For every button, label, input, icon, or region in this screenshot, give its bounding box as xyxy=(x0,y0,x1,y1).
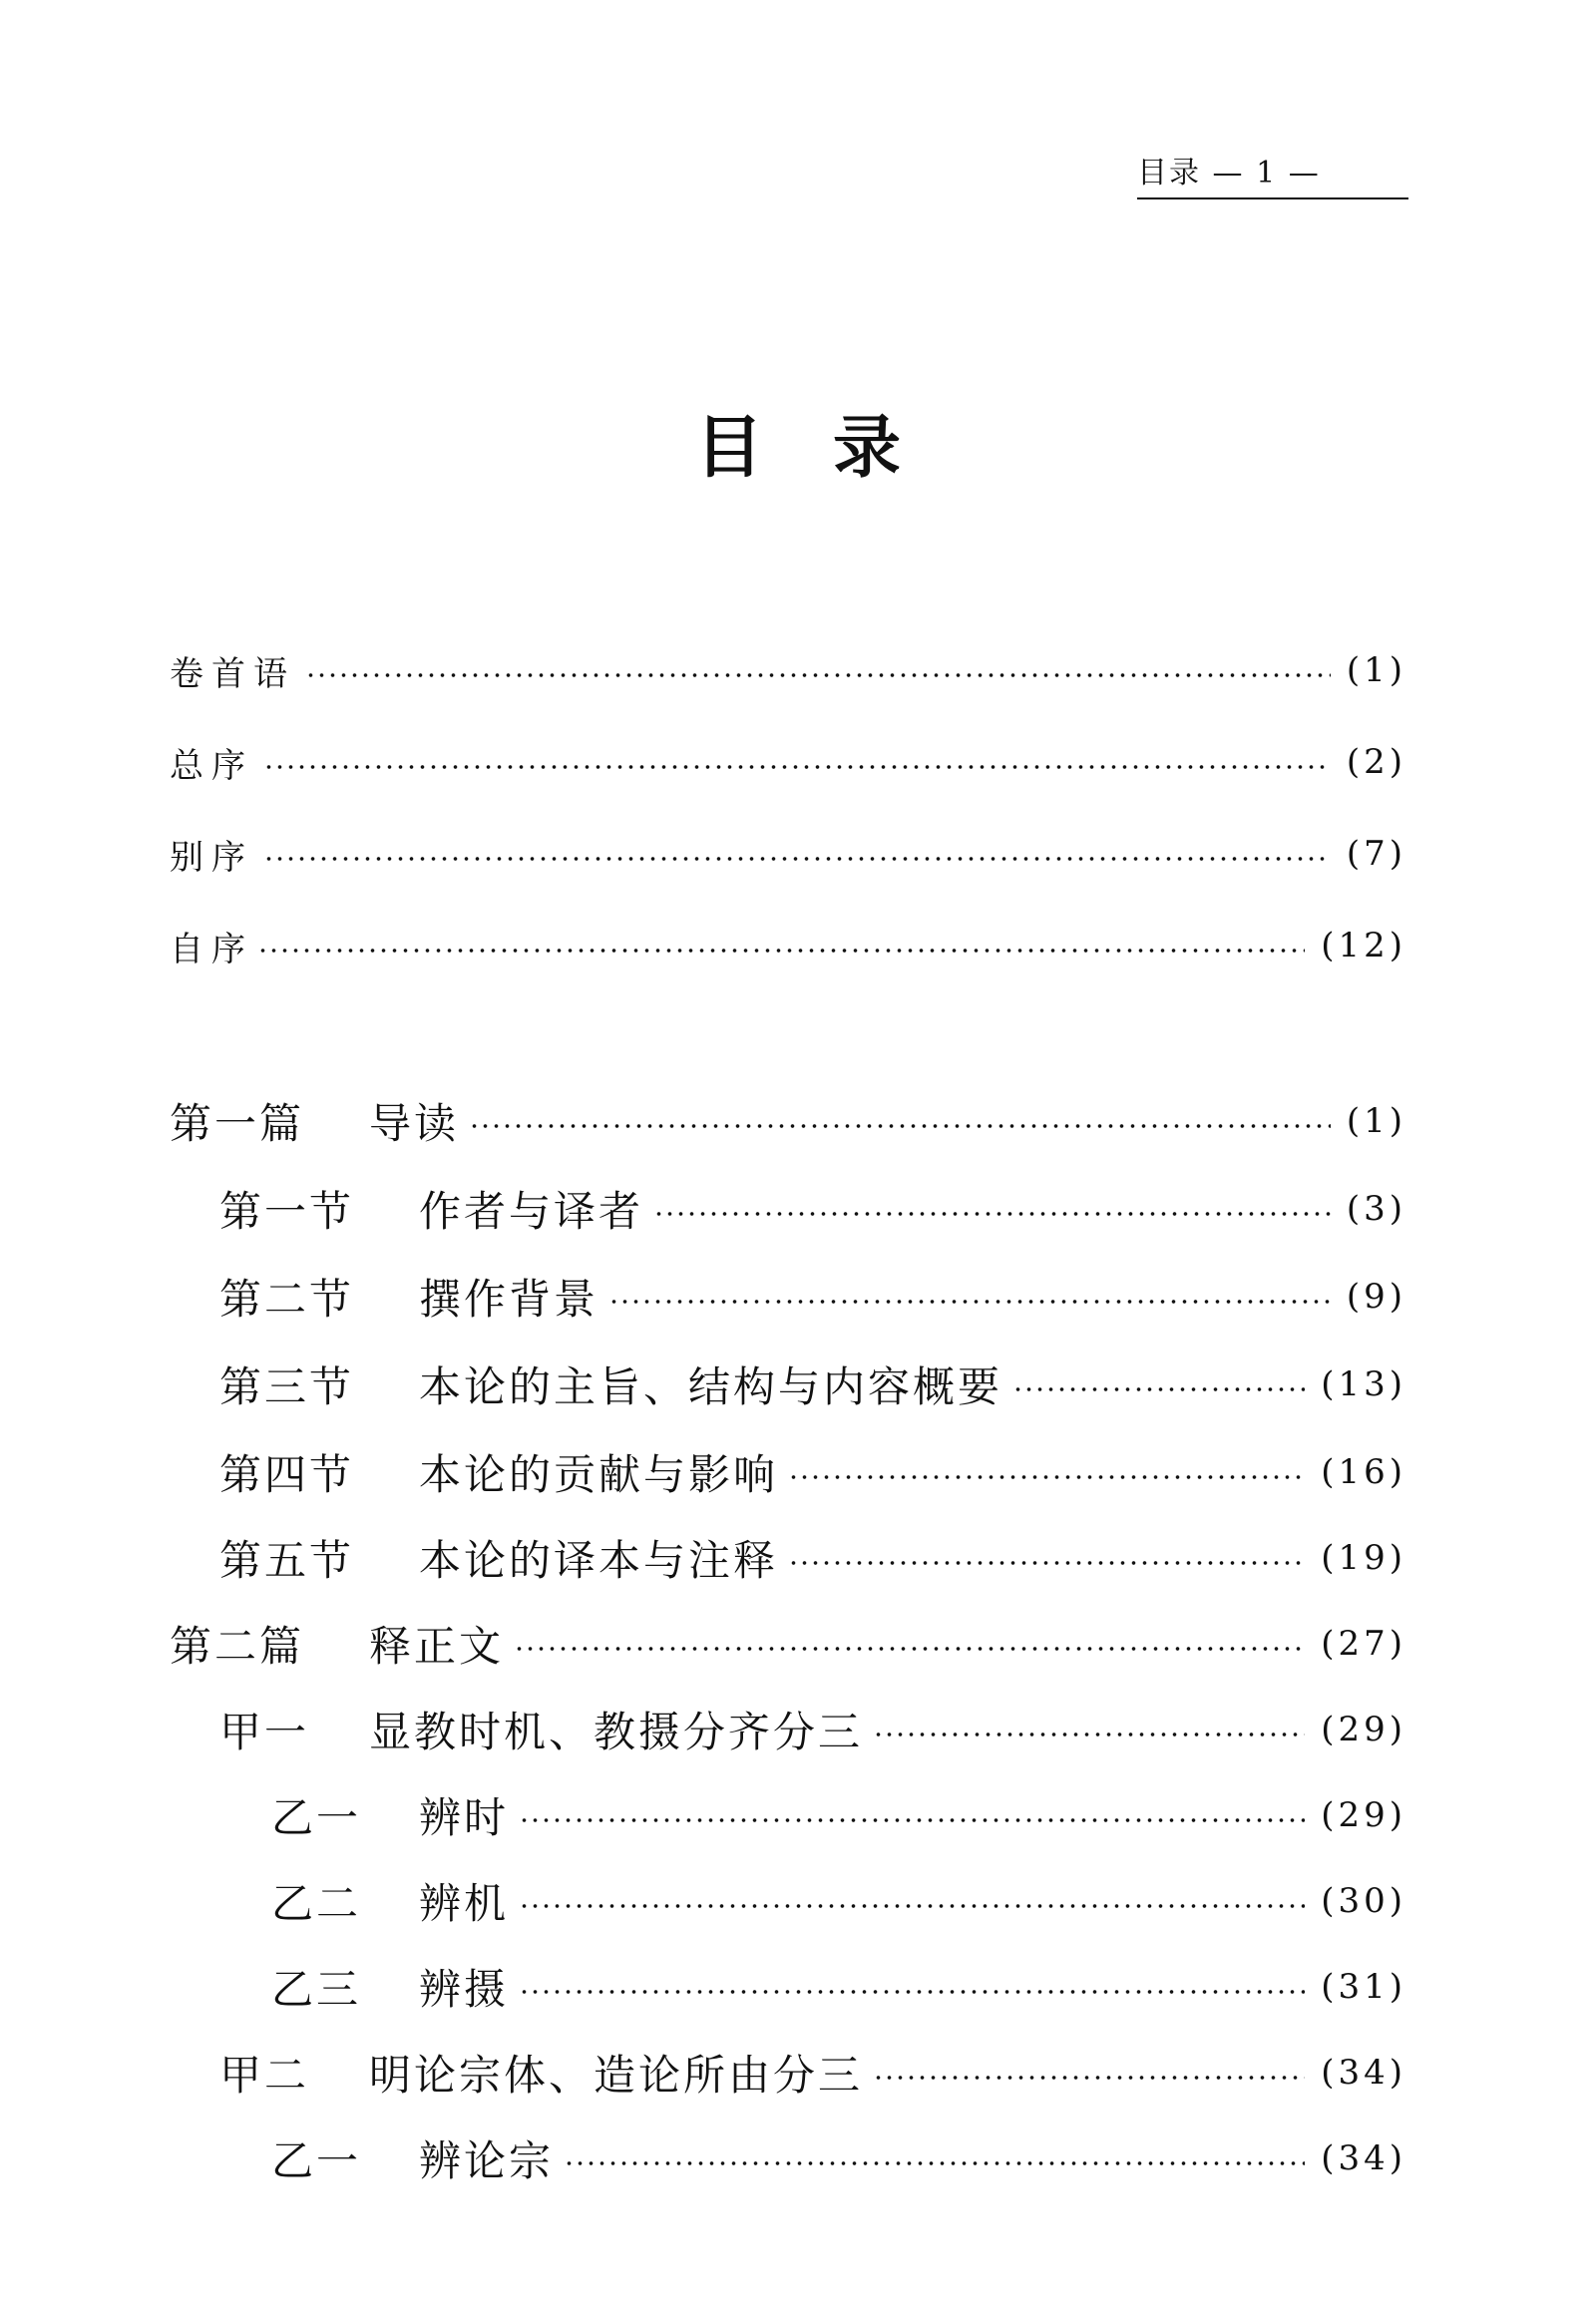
dot-leader xyxy=(257,949,1305,953)
toc-entry-page: (12) xyxy=(1321,926,1406,965)
toc-entry-label xyxy=(219,1354,1002,1414)
toc-entry-page: (34) xyxy=(1321,2138,1406,2178)
toc-entry-front-2[interactable] xyxy=(170,732,1406,792)
toc-entry-number: 第三节 xyxy=(219,1362,355,1411)
toc-entry-section-5[interactable] xyxy=(219,1528,1406,1588)
toc-entry-yi-3[interactable] xyxy=(271,1957,1406,2017)
toc-entry-number: 第二节 xyxy=(219,1275,355,1324)
toc-entry-title: 撰作背景 xyxy=(419,1275,599,1324)
toc-entry-front-1[interactable] xyxy=(170,640,1406,700)
toc-entry-page: (1) xyxy=(1346,1101,1406,1141)
toc-entry-front-4[interactable] xyxy=(170,916,1406,975)
toc-entry-title: 本论的译本与注释 xyxy=(419,1536,779,1585)
toc-entry-page: (7) xyxy=(1346,834,1406,874)
toc-entry-label xyxy=(219,1700,863,1759)
toc-entry-yi-1[interactable] xyxy=(271,1785,1406,1845)
toc-entry-number: 甲二 xyxy=(219,2051,310,2100)
toc-entry-label: 卷首语 xyxy=(170,653,295,694)
toc-entry-number: 乙一 xyxy=(271,1793,362,1842)
toc-entry-number: 第五节 xyxy=(219,1536,355,1585)
toc-entry-label: 总序 xyxy=(170,745,253,786)
toc-entry-label xyxy=(271,1871,509,1931)
toc-entry-label xyxy=(170,1614,504,1674)
toc-entry-title: 辨论宗 xyxy=(419,2136,555,2185)
toc-entry-title: 明论宗体、造论所由分三 xyxy=(369,2051,864,2100)
toc-entry-label xyxy=(271,2128,554,2188)
toc-entry-part-2[interactable] xyxy=(170,1614,1406,1674)
toc-entry-number: 第四节 xyxy=(219,1450,355,1499)
toc-entry-number: 乙一 xyxy=(271,2136,362,2185)
toc-entry-jia-2[interactable] xyxy=(219,2043,1406,2103)
toc-entry-title: 显教时机、教摄分齐分三 xyxy=(369,1708,864,1756)
toc-entry-label xyxy=(219,1267,598,1327)
toc-entry-yi-2[interactable] xyxy=(271,1871,1406,1931)
toc-entry-page: (1) xyxy=(1346,650,1406,690)
toc-entry-part-1[interactable] xyxy=(170,1091,1406,1151)
toc-entry-title: 本论的主旨、结构与内容概要 xyxy=(419,1362,1003,1411)
toc-entry-page: (31) xyxy=(1321,1967,1406,2007)
toc-entry-title: 释正文 xyxy=(369,1622,505,1671)
toc-entry-label: 别序 xyxy=(170,837,253,878)
toc-entry-page: (30) xyxy=(1321,1881,1406,1921)
toc-entry-page: (2) xyxy=(1346,742,1406,782)
toc-entry-label xyxy=(219,1528,778,1588)
toc-entry-page: (34) xyxy=(1321,2053,1406,2093)
dot-leader xyxy=(519,1990,1305,1994)
toc-entry-section-4[interactable] xyxy=(219,1442,1406,1502)
toc-entry-number: 第二篇 xyxy=(170,1622,305,1671)
toc-entry-title: 本论的贡献与影响 xyxy=(419,1450,779,1499)
toc-entry-front-3[interactable] xyxy=(170,824,1406,884)
toc-entry-number: 乙三 xyxy=(271,1965,362,2014)
toc-entry-label xyxy=(219,1179,643,1239)
toc-entry-label xyxy=(271,1957,509,2017)
dot-leader xyxy=(519,1904,1305,1908)
toc-entry-label: 自序 xyxy=(170,929,253,969)
toc-entry-title: 辨机 xyxy=(419,1879,510,1928)
dot-leader xyxy=(469,1124,1331,1128)
toc-entry-jia-1[interactable] xyxy=(219,1700,1406,1759)
dot-leader xyxy=(653,1212,1331,1216)
toc-entry-section-3[interactable] xyxy=(219,1354,1406,1414)
toc-entry-title: 辨摄 xyxy=(419,1965,510,2014)
dot-leader xyxy=(788,1561,1305,1565)
dot-leader xyxy=(519,1818,1305,1822)
toc-entry-page: (13) xyxy=(1321,1364,1406,1404)
page-title: 目录 xyxy=(694,409,971,488)
dot-leader xyxy=(1012,1387,1305,1391)
toc-entry-section-1[interactable] xyxy=(219,1179,1406,1239)
toc-entry-label xyxy=(271,1785,509,1845)
dot-leader xyxy=(788,1475,1305,1479)
toc-entry-title: 作者与译者 xyxy=(419,1187,644,1236)
toc-entry-number: 第一篇 xyxy=(170,1099,305,1148)
toc-entry-label xyxy=(219,2043,863,2103)
dot-leader xyxy=(873,1733,1305,1736)
running-header: 目录 — 1 — xyxy=(1137,148,1408,199)
toc-entry-title: 辨时 xyxy=(419,1793,510,1842)
toc-entry-yi-4[interactable] xyxy=(271,2128,1406,2188)
toc-entry-section-2[interactable] xyxy=(219,1267,1406,1327)
toc-entry-title: 导读 xyxy=(369,1099,460,1148)
toc-entry-number: 乙二 xyxy=(271,1879,362,1928)
dot-leader xyxy=(263,857,1331,861)
toc-entry-label xyxy=(170,1091,459,1151)
dot-leader xyxy=(263,765,1331,769)
dot-leader xyxy=(305,673,1331,677)
toc-entry-page: (27) xyxy=(1321,1624,1406,1664)
dot-leader xyxy=(514,1647,1305,1651)
toc-entry-page: (16) xyxy=(1321,1452,1406,1492)
toc-entry-number: 甲一 xyxy=(219,1708,310,1756)
dot-leader xyxy=(564,2161,1305,2165)
toc-entry-page: (3) xyxy=(1346,1189,1406,1229)
toc-entry-number: 第一节 xyxy=(219,1187,355,1236)
dot-leader xyxy=(608,1300,1331,1304)
toc-entry-label xyxy=(219,1442,778,1502)
dot-leader xyxy=(873,2076,1305,2080)
toc-entry-page: (29) xyxy=(1321,1710,1406,1749)
toc-entry-page: (19) xyxy=(1321,1538,1406,1578)
toc-entry-page: (29) xyxy=(1321,1795,1406,1835)
toc-entry-page: (9) xyxy=(1346,1277,1406,1317)
